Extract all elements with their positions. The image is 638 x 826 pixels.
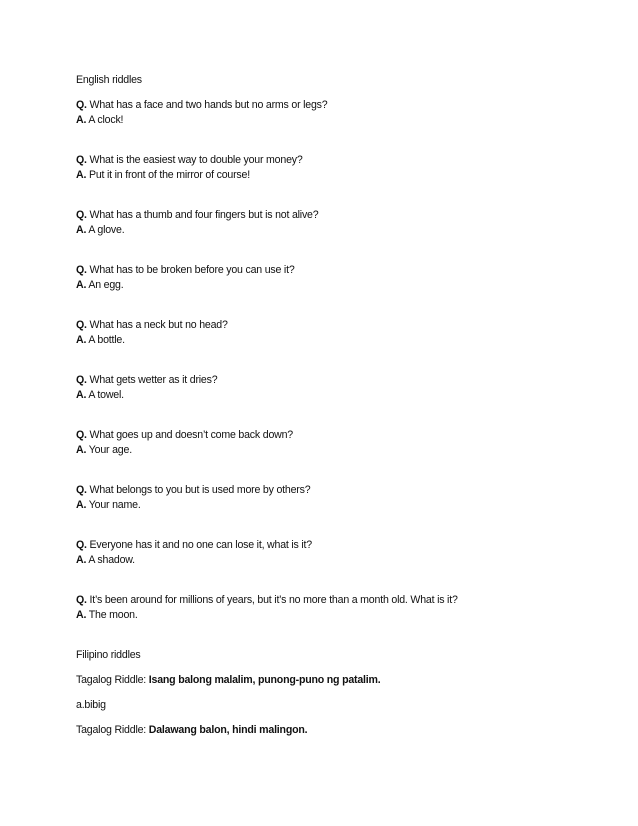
answer-text: The moon.	[88, 609, 138, 621]
question-marker: Q.	[76, 319, 87, 331]
question-marker: Q.	[76, 99, 87, 111]
riddle-question	[76, 153, 596, 168]
riddle-answer	[76, 333, 596, 348]
riddle-item	[76, 153, 596, 183]
tagalog-riddle-2	[76, 723, 596, 738]
question-marker: Q.	[76, 209, 87, 221]
answer-marker: A.	[76, 499, 87, 511]
riddle-item	[76, 373, 596, 403]
question-text: What has a thumb and four fingers but is not alive?	[89, 209, 319, 221]
answer-marker: A.	[76, 279, 87, 291]
riddle-answer	[76, 113, 596, 128]
riddle-item	[76, 263, 596, 293]
riddle-item	[76, 208, 596, 238]
english-riddles-heading: English riddles	[76, 74, 142, 86]
tagalog-riddle-text: Isang balong malalim, punong-puno ng patalim.	[148, 674, 381, 686]
question-text: What belongs to you but is used more by others?	[89, 484, 311, 496]
riddle-question	[76, 538, 596, 553]
tagalog-riddle-text: Dalawang balon, hindi malingon.	[148, 724, 308, 736]
riddle-item	[76, 483, 596, 513]
answer-text: A glove.	[88, 224, 125, 236]
riddle-answer	[76, 553, 596, 568]
question-marker: Q.	[76, 429, 87, 441]
question-text: What has to be broken before you can use it?	[89, 264, 295, 276]
filipino-riddles-heading: Filipino riddles	[76, 649, 141, 661]
question-text: What gets wetter as it dries?	[89, 374, 218, 386]
riddle-answer	[76, 168, 596, 183]
riddle-question	[76, 483, 596, 498]
riddle-answer	[76, 608, 596, 623]
answer-marker: A.	[76, 334, 87, 346]
riddle-answer	[76, 443, 596, 458]
answer-marker: A.	[76, 389, 87, 401]
document-body	[76, 73, 596, 738]
answer-marker: A.	[76, 224, 87, 236]
riddle-question	[76, 593, 596, 608]
riddle-question	[76, 318, 596, 333]
question-text: What is the easiest way to double your money?	[89, 154, 303, 166]
answer-marker: A.	[76, 609, 87, 621]
answer-text: Your age.	[88, 444, 132, 456]
answer-text: Put it in front of the mirror of course!	[88, 169, 250, 181]
riddle-question	[76, 208, 596, 223]
riddle-question	[76, 263, 596, 278]
question-text: What has a neck but no head?	[89, 319, 228, 331]
riddle-item	[76, 318, 596, 348]
answer-marker: A.	[76, 114, 87, 126]
question-marker: Q.	[76, 484, 87, 496]
riddle-answer	[76, 498, 596, 513]
answer-text: A clock!	[88, 114, 124, 126]
riddle-answer	[76, 388, 596, 403]
riddle-answer	[76, 278, 596, 293]
question-marker: Q.	[76, 594, 87, 606]
answer-marker: A.	[76, 554, 87, 566]
tagalog-riddle-label: Tagalog Riddle:	[76, 674, 149, 686]
question-marker: Q.	[76, 374, 87, 386]
answer-text: A shadow.	[88, 554, 135, 566]
question-text: What goes up and doesn’t come back down?	[89, 429, 293, 441]
question-marker: Q.	[76, 264, 87, 276]
answer-marker: A.	[76, 169, 87, 181]
riddle-answer	[76, 223, 596, 238]
question-marker: Q.	[76, 154, 87, 166]
answer-text: A towel.	[88, 389, 124, 401]
tagalog-riddle-1	[76, 673, 596, 688]
tagalog-answer-1: a.bibig	[76, 699, 106, 711]
riddle-item	[76, 538, 596, 568]
riddle-item	[76, 98, 596, 128]
answer-text: Your name.	[88, 499, 141, 511]
riddle-question	[76, 428, 596, 443]
english-riddle-list	[76, 98, 596, 623]
riddle-question	[76, 98, 596, 113]
question-text: What has a face and two hands but no arms or legs?	[89, 99, 328, 111]
riddle-question	[76, 373, 596, 388]
answer-text: An egg.	[88, 279, 124, 291]
question-marker: Q.	[76, 539, 87, 551]
riddle-item	[76, 428, 596, 458]
answer-text: A bottle.	[88, 334, 125, 346]
question-text: Everyone has it and no one can lose it, what is it?	[89, 539, 312, 551]
tagalog-riddle-label: Tagalog Riddle:	[76, 724, 149, 736]
answer-marker: A.	[76, 444, 87, 456]
riddle-item	[76, 593, 596, 623]
question-text: It’s been around for millions of years, but it’s no more than a month old. What is it?	[89, 594, 458, 606]
